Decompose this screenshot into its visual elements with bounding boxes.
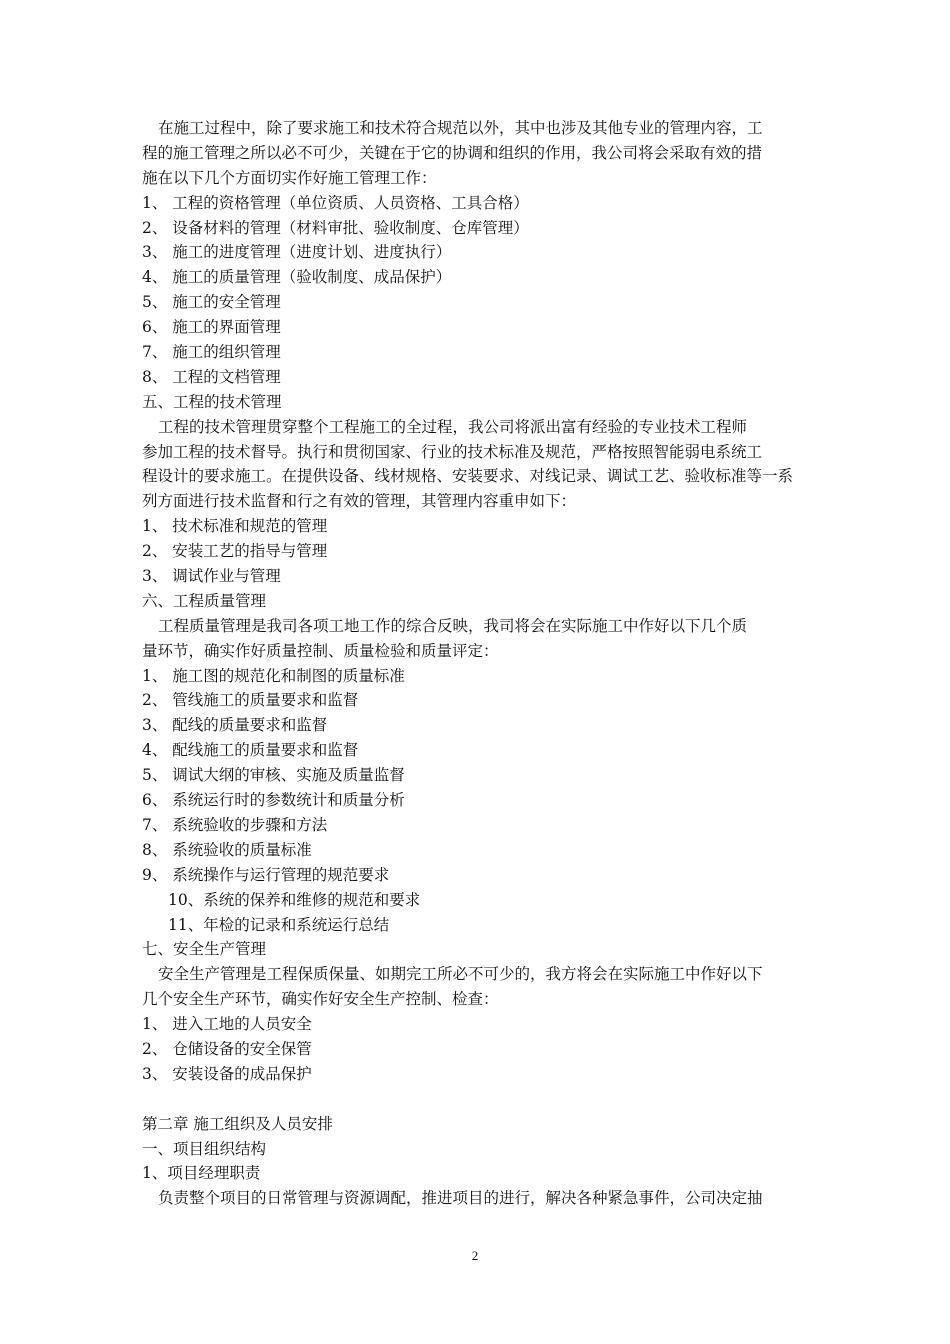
list-item: 1、 进入工地的人员安全: [142, 1015, 312, 1034]
page-number: 2: [471, 1248, 479, 1263]
paragraph-line: 在施工过程中，除了要求施工和技术符合规范以外，其中也涉及其他专业的管理内容，工: [158, 119, 763, 137]
document-body: [142, 116, 810, 1211]
list-item: 6、 系统运行时的参数统计和质量分析: [142, 791, 405, 810]
paragraph-line: 程的施工管理之所以必不可少，关键在于它的协调和组织的作用，我公司将会采取有效的措: [142, 143, 763, 162]
list-item: 3、 施工的进度管理（进度计划、进度执行）: [142, 243, 452, 262]
list-item: 2、 安装工艺的指导与管理: [142, 542, 328, 561]
list-item: 9、 系统操作与运行管理的规范要求: [142, 865, 390, 884]
paragraph-line: 工程的技术管理贯穿整个工程施工的全过程，我公司将派出富有经验的专业技术工程师: [158, 417, 748, 436]
list-item: 2、 仓储设备的安全保管: [142, 1039, 312, 1058]
paragraph-line: 工程质量管理是我司各项工地工作的综合反映，我司将会在实际施工中作好以下几个质: [158, 616, 748, 635]
list-item: 7、 施工的组织管理: [142, 343, 281, 362]
list-item: 3、 配线的质量要求和监督: [142, 716, 328, 735]
list-item: 4、 施工的质量管理（验收制度、成品保护）: [142, 268, 452, 287]
paragraph-line: 列方面进行技术监督和行之有效的管理，其管理内容重申如下：: [142, 492, 577, 511]
paragraph-line: 安全生产管理是工程保质保量、如期完工所必不可少的，我方将会在实际施工中作好以下: [158, 965, 763, 984]
list-item: 7、 系统验收的步骤和方法: [142, 815, 328, 834]
list-item: 11、年检的记录和系统运行总结: [168, 915, 390, 934]
list-item: 4、 配线施工的质量要求和监督: [142, 741, 359, 760]
list-item: 6、 施工的界面管理: [142, 318, 281, 337]
list-item: 2、 管线施工的质量要求和监督: [142, 691, 359, 710]
paragraph-line: 负责整个项目的日常管理与资源调配，推进项目的进行，解决各种紧急事件，公司决定抽: [158, 1189, 763, 1208]
list-item: 3、 安装设备的成品保护: [142, 1064, 312, 1083]
section-heading: 五、工程的技术管理: [142, 392, 282, 411]
list-item: 5、 施工的安全管理: [142, 293, 281, 312]
list-item: 5、 调试大纲的审核、实施及质量监督: [142, 766, 405, 785]
list-item: 1、 施工图的规范化和制图的质量标准: [142, 666, 405, 685]
list-item: 3、 调试作业与管理: [142, 567, 281, 586]
blank-line: [142, 1087, 810, 1112]
list-item: 8、 工程的文档管理: [142, 367, 281, 386]
list-item: 8、 系统验收的质量标准: [142, 840, 312, 859]
paragraph-line: 施在以下几个方面切实作好施工管理工作：: [142, 168, 437, 187]
subsection-heading: 1、项目经理职责: [142, 1164, 261, 1183]
paragraph-line: 几个安全生产环节，确实作好安全生产控制、检查：: [142, 990, 499, 1009]
section-heading: 六、工程质量管理: [142, 591, 267, 610]
list-item: 2、 设备材料的管理（材料审批、验收制度、仓库管理）: [142, 218, 529, 237]
section-heading: 七、安全生产管理: [142, 940, 267, 959]
list-item: 10、系统的保养和维修的规范和要求: [168, 890, 421, 909]
paragraph-line: 量环节，确实作好质量控制、质量检验和质量评定：: [142, 641, 499, 660]
list-item: 1、 工程的资格管理（单位资质、人员资格、工具合格）: [142, 193, 529, 212]
paragraph-line: 程设计的要求施工。在提供设备、线材规格、安装要求、对线记录、调试工艺、验收标准等一系: [142, 467, 794, 486]
chapter-heading: 第二章 施工组织及人员安排: [142, 1114, 333, 1133]
paragraph-line: 参加工程的技术督导。执行和贯彻国家、行业的技术标准及规范，严格按照智能弱电系统工: [142, 442, 763, 461]
list-item: 1、 技术标准和规范的管理: [142, 517, 328, 536]
section-heading: 一、项目组织结构: [142, 1139, 267, 1158]
